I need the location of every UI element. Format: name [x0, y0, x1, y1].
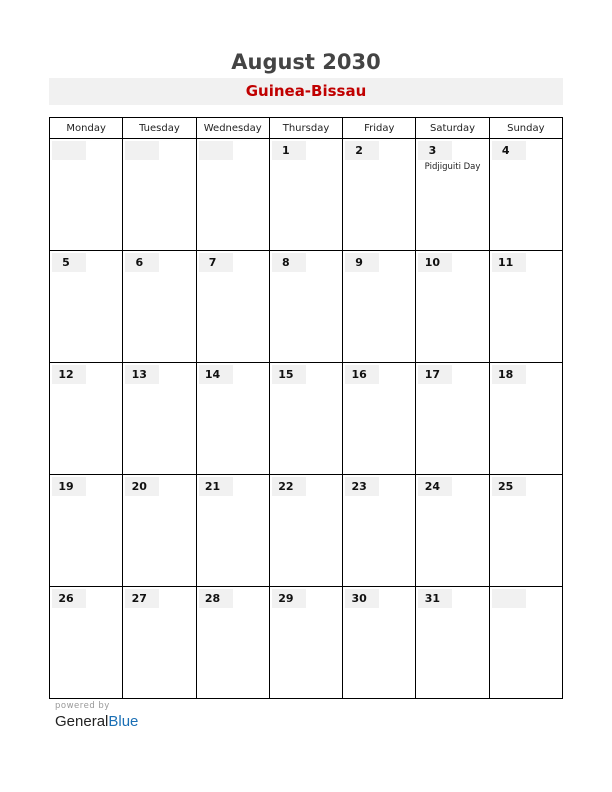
day-cell — [269, 475, 342, 587]
country-banner — [49, 78, 563, 105]
day-number-badge — [272, 141, 306, 160]
day-cell — [123, 587, 196, 699]
day-cell — [416, 251, 489, 363]
day-cell — [343, 475, 416, 587]
day-number-badge — [492, 365, 526, 384]
day-number: 10 — [424, 256, 441, 269]
day-number: 28 — [204, 592, 221, 605]
footer-branding — [55, 700, 138, 732]
day-cell — [343, 587, 416, 699]
day-number-badge — [52, 253, 86, 272]
day-number-badge — [418, 477, 452, 496]
day-cell — [50, 363, 123, 475]
powered-by-text: powered by — [55, 701, 110, 711]
day-number: 6 — [135, 256, 144, 269]
day-cell — [416, 587, 489, 699]
calendar-grid — [49, 117, 563, 699]
day-number-badge — [418, 365, 452, 384]
day-cell — [489, 587, 562, 699]
weekday-monday: Monday — [50, 118, 123, 139]
day-number: 7 — [208, 256, 217, 269]
calendar-title: August 2030 — [231, 50, 381, 74]
day-number: 21 — [204, 480, 221, 493]
brand-blue: Blue — [108, 713, 139, 730]
day-cell — [489, 139, 562, 251]
day-cell — [269, 139, 342, 251]
day-number-badge — [125, 253, 159, 272]
weekday-wednesday: Wednesday — [196, 118, 269, 139]
day-cell — [416, 475, 489, 587]
day-cell — [123, 251, 196, 363]
day-number: 26 — [58, 592, 74, 605]
day-number-badge — [199, 477, 233, 496]
day-number: 4 — [501, 144, 510, 157]
day-number: 22 — [278, 480, 294, 493]
day-cell — [123, 363, 196, 475]
day-number: 25 — [498, 480, 514, 493]
day-cell — [123, 475, 196, 587]
day-number: 17 — [424, 368, 441, 381]
day-number: 20 — [131, 480, 147, 493]
day-number-badge — [418, 253, 452, 272]
day-number-badge — [272, 477, 306, 496]
day-number: 16 — [351, 368, 367, 381]
week-row — [50, 587, 563, 699]
day-number-badge — [272, 365, 306, 384]
day-number-badge — [345, 365, 379, 384]
day-number-badge — [199, 365, 233, 384]
day-number-badge — [125, 589, 159, 608]
day-cell — [489, 363, 562, 475]
day-cell — [50, 251, 123, 363]
week-row — [50, 363, 563, 475]
day-number: 24 — [424, 480, 441, 493]
day-number: 5 — [62, 256, 70, 269]
day-number-badge — [345, 253, 379, 272]
day-number-badge — [345, 589, 379, 608]
day-cell — [196, 475, 269, 587]
day-cell — [489, 251, 562, 363]
day-number: 12 — [58, 368, 74, 381]
day-cell — [196, 587, 269, 699]
day-cell — [489, 475, 562, 587]
day-number: 8 — [282, 256, 290, 269]
day-cell — [269, 587, 342, 699]
day-cell — [196, 251, 269, 363]
day-number: 19 — [58, 480, 74, 493]
holiday-label: Pidjiguiti Day — [424, 162, 481, 172]
day-number-badge — [272, 589, 306, 608]
day-cell — [50, 139, 123, 251]
day-number-badge — [52, 589, 86, 608]
week-row — [50, 475, 563, 587]
day-number: 1 — [282, 144, 290, 157]
day-number-badge — [492, 477, 526, 496]
day-number: 29 — [278, 592, 294, 605]
day-number: 9 — [355, 256, 363, 269]
weekday-sunday: Sunday — [489, 118, 562, 139]
day-cell — [269, 251, 342, 363]
day-number: 15 — [278, 368, 294, 381]
day-number: 30 — [351, 592, 367, 605]
day-number: 2 — [355, 144, 363, 157]
day-number-badge — [418, 589, 452, 608]
day-number-badge — [345, 477, 379, 496]
day-number-badge — [492, 253, 526, 272]
weekday-thursday: Thursday — [269, 118, 342, 139]
day-number-badge — [345, 141, 379, 160]
day-cell — [123, 139, 196, 251]
weekday-header-row — [50, 118, 563, 139]
weekday-friday: Friday — [343, 118, 416, 139]
day-cell — [196, 363, 269, 475]
day-number-badge — [52, 141, 86, 160]
week-row — [50, 139, 563, 251]
day-number-badge — [52, 365, 86, 384]
day-number: 14 — [204, 368, 221, 381]
day-number: 3 — [428, 144, 437, 157]
day-number: 18 — [498, 368, 514, 381]
day-number-badge — [492, 141, 526, 160]
day-number-badge — [199, 141, 233, 160]
day-number: 31 — [424, 592, 441, 605]
day-number-badge — [125, 141, 159, 160]
day-number: 23 — [351, 480, 367, 493]
day-number-badge — [418, 141, 452, 160]
weekday-tuesday: Tuesday — [123, 118, 196, 139]
day-number-badge — [272, 253, 306, 272]
weekday-saturday: Saturday — [416, 118, 489, 139]
week-row — [50, 251, 563, 363]
day-cell — [343, 139, 416, 251]
brand-logo[interactable] — [55, 712, 138, 732]
day-cell — [416, 139, 489, 251]
day-cell — [50, 587, 123, 699]
brand-general: General — [55, 713, 109, 730]
day-number-badge — [199, 589, 233, 608]
day-cell — [343, 251, 416, 363]
day-number-badge — [492, 589, 526, 608]
day-cell — [50, 475, 123, 587]
day-number-badge — [52, 477, 86, 496]
day-number: 11 — [498, 256, 514, 269]
day-cell — [269, 363, 342, 475]
country-name: Guinea-Bissau — [245, 82, 367, 100]
day-cell — [343, 363, 416, 475]
day-cell — [196, 139, 269, 251]
day-number: 13 — [131, 368, 147, 381]
day-cell — [416, 363, 489, 475]
day-number-badge — [199, 253, 233, 272]
day-number-badge — [125, 365, 159, 384]
day-number: 27 — [131, 592, 147, 605]
day-number-badge — [125, 477, 159, 496]
